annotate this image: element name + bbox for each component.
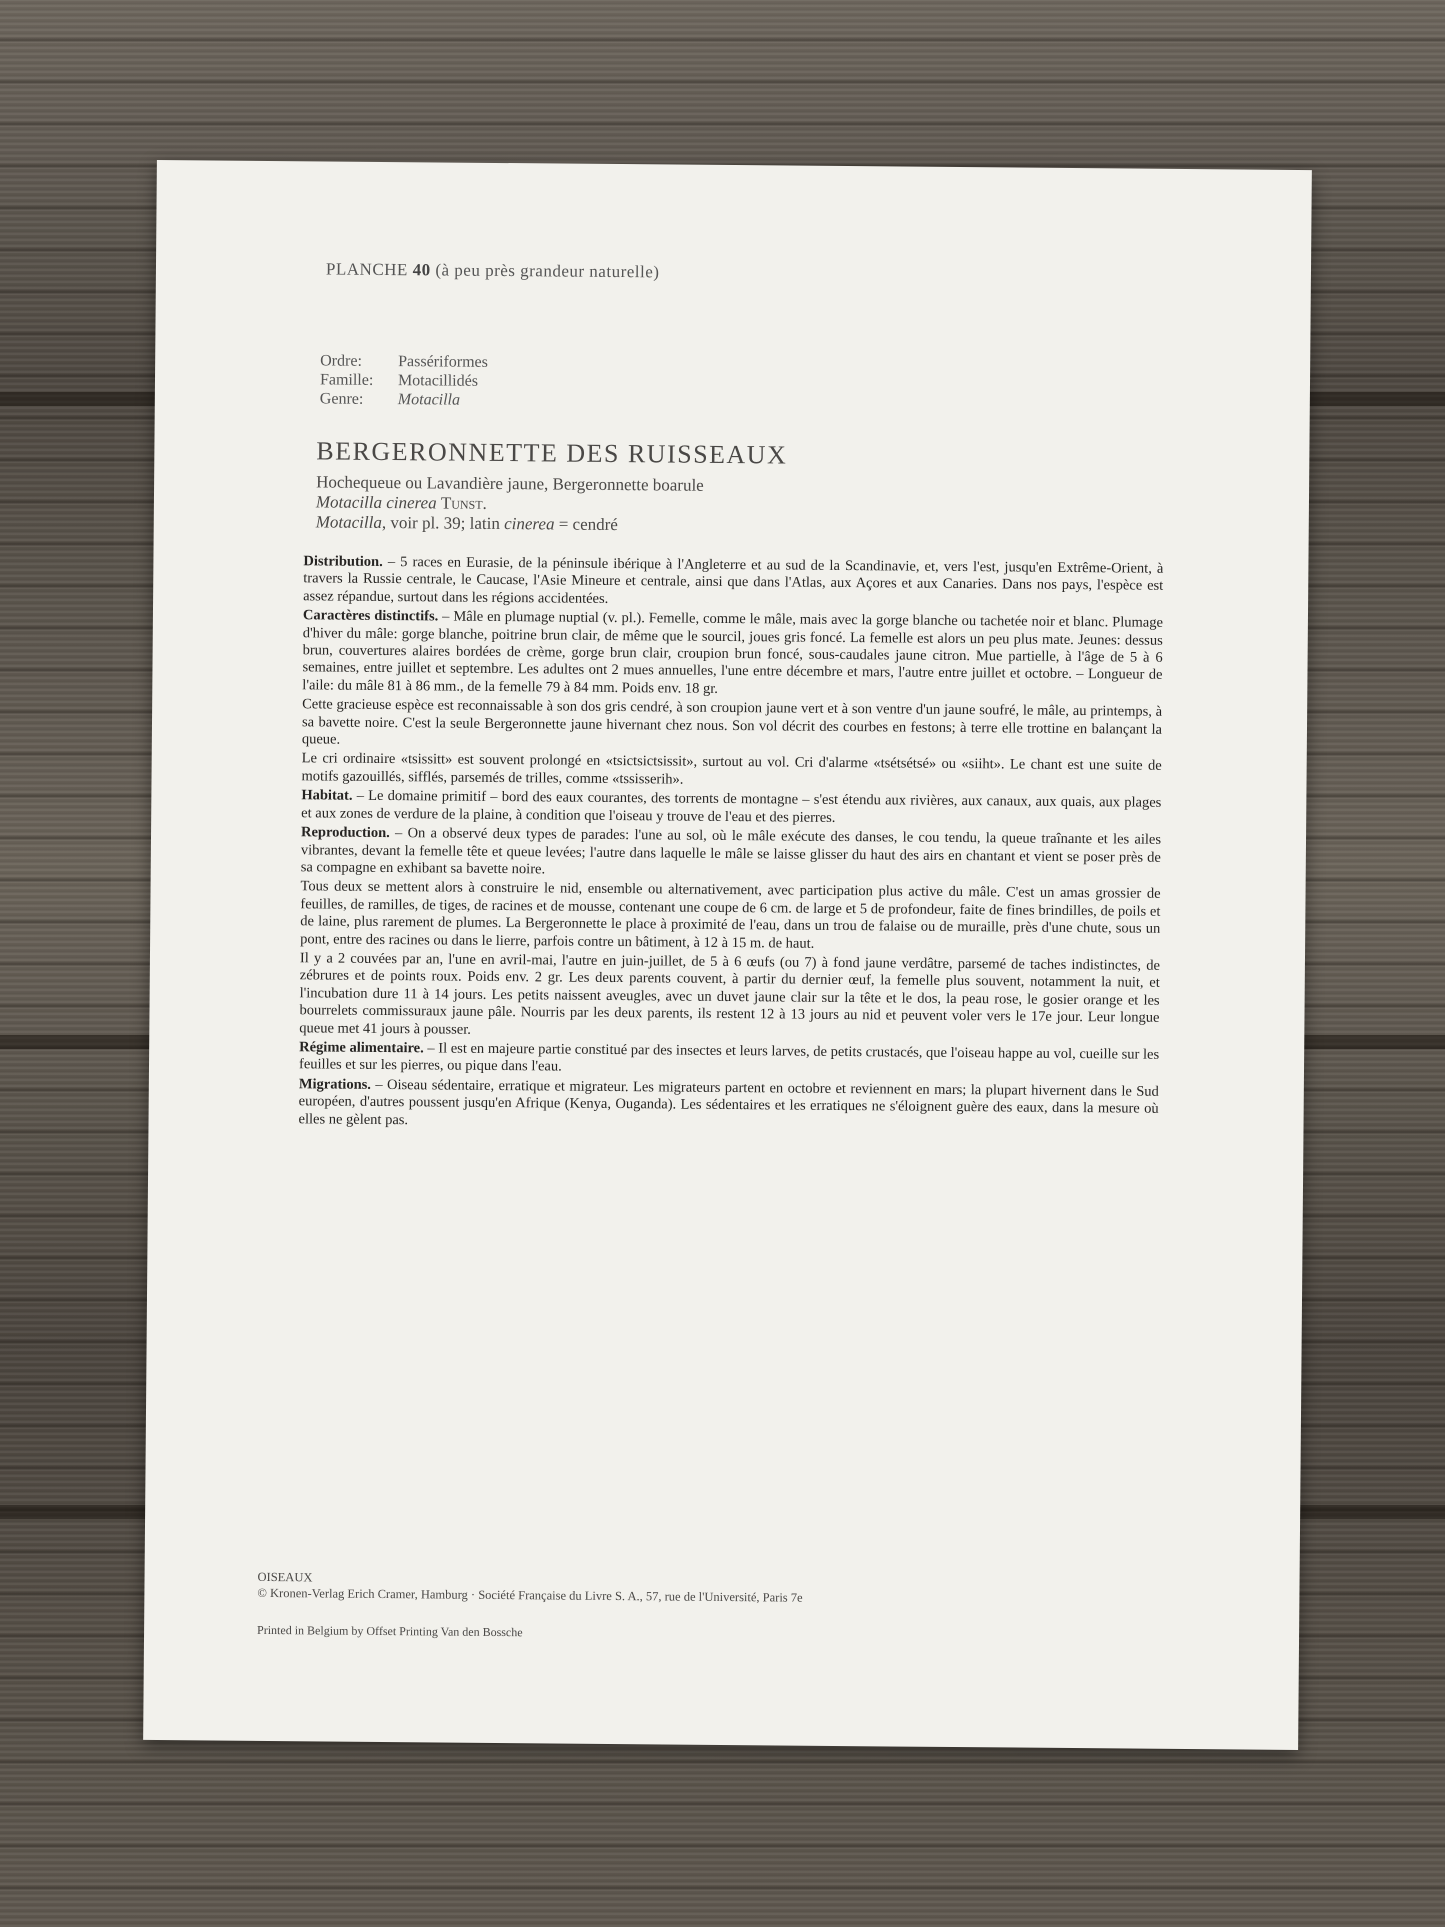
paragraph: [302, 608, 1163, 703]
section-heading: Régime alimentaire.: [299, 1039, 424, 1057]
plate-prefix: PLANCHE: [325, 259, 408, 280]
paragraph: [301, 751, 1161, 793]
section-text: – Oiseau sédentaire, erratique et migrateur. Les migrateurs partent en octobre et reviennent en mars; la plupart hivernent dans le Sud européen, d'autres poussent jusqu'en Afrique (Kenya, Ouganda). Les sédentaires et les erratiques ne s'éloignent guère des eaux, dans la mesure où elles ne gèlent pas.: [298, 1076, 1159, 1128]
author-name: Tunst.: [440, 493, 487, 513]
paragraph: [303, 553, 1163, 613]
document-card: [143, 160, 1312, 1750]
etymology-text-b: = cendré: [554, 514, 618, 535]
section-text: Le cri ordinaire «tsissitt» est souvent prolongé en «tsictsictsissit», surtout au vol. Cri d'alarme «tsétsétsé» ou «siiht». Le chant est une suite de motifs gazouillés, sifflés, parsemés de trilles, comme «tssisserih».: [301, 750, 1162, 788]
paragraph: [299, 950, 1160, 1045]
description-body: [298, 553, 1163, 1137]
species-title: BERGERONNETTE DES RUISSEAUX: [316, 436, 788, 470]
section-heading: Migrations.: [298, 1076, 372, 1093]
section-text: Cette gracieuse espèce est reconnaissable à son dos gris cendré, à son croupion jaune vert et à son ventre d'un jaune soufré, le mâle, au printemps, à sa bavette noire. C'est la seule Bergeronnette jaune hivernant chez nous. Son vol décrit des courbes en festons; à terre elle trottine en balançant la queue.: [301, 696, 1163, 748]
scientific-name: Motacilla cinerea: [315, 492, 437, 513]
paragraph: [301, 824, 1161, 884]
taxonomy-row: [320, 389, 488, 409]
taxonomy-value: Motacilla: [397, 391, 461, 409]
printer-line: Printed in Belgium by Offset Printing Van den Bossche: [257, 1622, 523, 1640]
genus-ref: Motacilla: [315, 512, 382, 532]
paragraph: [300, 879, 1161, 956]
section-heading: Reproduction.: [300, 824, 390, 842]
paragraph: [299, 1039, 1159, 1081]
paragraph: [302, 697, 1162, 757]
section-heading: Caractères distinctifs.: [302, 607, 439, 625]
etymology-text-a: , voir pl. 39; latin: [381, 512, 505, 534]
section-text: – Mâle en plumage nuptial (v. pl.). Femelle, comme le mâle, mais avec la gorge blanche ou tachetée noir et blanc. Plumage d'hiver du mâle: gorge blanche, poitrine brun clair, de même que le sourcil, joues gris foncé. La femelle est alors un peu plus mate. Jeunes: dessus brun, couvertures alaires bordées de crème, gorge brun clair, croupion brun foncé, sous-caudales jaune citron. Mue partielle, à l'âge de 5 à 6 semaines, entre juillet et septembre. Les adultes ont 2 mues annuelles, l'une entre décembre et mars, l'autre entre juillet et octobre. – Longueur de l'aile: du mâle 81 à 86 mm., de la femelle 79 à 84 mm. Poids env. 18 gr.: [302, 608, 1163, 697]
taxonomy-value: Passériformes: [398, 353, 489, 371]
copyright-line: © Kronen-Verlag Erich Cramer, Hamburg · Société Française du Livre S. A., 57, rue de l'Université, Paris 7e: [257, 1585, 803, 1605]
section-text: – Le domaine primitif – bord des eaux courantes, des torrents de montagne – s'est étendu aux rivières, aux canaux, aux quais, aux plages et aux zones de verdure de la plaine, à condition que l'oiseau y trouve de l'eau et des pierres.: [301, 788, 1162, 826]
common-names: Hochequeue ou Lavandière jaune, Bergeronnette boarule: [316, 472, 704, 495]
section-text: – Il est en majeure partie constitué par des insectes et leurs larves, de petits crustacés, que l'oiseau happe au vol, cueille sur les feuilles et sur les pierres, ou pique dans l'eau.: [298, 1040, 1160, 1075]
taxonomy-key: Ordre:: [320, 352, 363, 370]
section-text: Tous deux se mettent alors à construire le nid, ensemble ou alternativement, avec participation plus active du mâle. C'est un amas grossier de feuilles, de ramilles, de tiges, de racines et de mousse, contenant une coupe de 6 cm. de large et 5 de profondeur, faite de fines brindilles, de poils et de laine, plus rarement de plumes. La Bergeronnette le place à proximité de l'eau, dans un trou de falaise ou de muraille, près d'une chute, sous un pont, entre des racines ou dans le lierre, parfois contre un bâtiment, à 12 à 15 m. de haut.: [300, 878, 1161, 952]
series-label: OISEAUX: [257, 1569, 313, 1585]
section-heading: Distribution.: [303, 553, 383, 570]
taxonomy-block: [320, 351, 488, 409]
paragraph: [298, 1076, 1158, 1136]
plate-header: [326, 259, 660, 282]
plate-note: (à peu près grandeur naturelle): [435, 260, 660, 282]
taxonomy-key: Famille:: [319, 371, 374, 389]
species-subtitle: [316, 472, 704, 535]
taxonomy-value: Motacillidés: [397, 372, 479, 390]
paragraph: [301, 788, 1161, 830]
etymology-line: [316, 512, 704, 535]
section-text: – 5 races en Eurasie, de la péninsule ibérique à l'Angleterre et au sud de la Scandinavie, et, vers l'est, jusqu'en Extrême-Orient, à travers la Russie centrale, le Caucase, l'Asie Mineure et centrale, ainsi que dans l'Atlas, aux Açores et aux Canaries. Dans nos pays, l'espèce est assez répandue, surtout dans les régions accidentées.: [303, 553, 1164, 607]
taxonomy-row: [320, 370, 488, 390]
section-heading: Habitat.: [301, 787, 353, 805]
footer-block: [257, 1569, 803, 1606]
plate-number: 40: [412, 260, 431, 280]
taxonomy-row: [320, 351, 488, 371]
etymology-word: cinerea: [504, 514, 555, 534]
taxonomy-key: Genre:: [319, 390, 364, 408]
section-text: – On a observé deux types de parades: l'une au sol, où le mâle exécute des danses, le cou tendu, la queue traînante et les ailes vibrantes, devant la femelle tête et queue levées; l'autre dans laquelle le mâle se laisse glisser du haut des airs en chantant et vient se poser près de sa compagne en exhibant sa bavette noire.: [300, 825, 1162, 878]
section-text: Il y a 2 couvées par an, l'une en avril-mai, l'autre en juin-juillet, de 5 à 6 œufs (ou 7) à fond jaune verdâtre, parsemé de taches indistinctes, de zébrures et de points roux. Poids env. 2 gr. Les deux parents couvent, à partir du dernier œuf, la femelle plus souvent, notamment la nuit, et l'incubation dure 11 à 14 jours. Les petits naissent aveugles, avec un duvet jaune clair sur la tête et le dos, la peau rose, le gosier orange et les bourrelets commissuraux jaune pâle. Nourris par les deux parents, ils restent 12 à 13 jours au nid et peuvent voler vers le 17e jour. Leur longue queue met 41 jours à pousser.: [299, 950, 1160, 1038]
